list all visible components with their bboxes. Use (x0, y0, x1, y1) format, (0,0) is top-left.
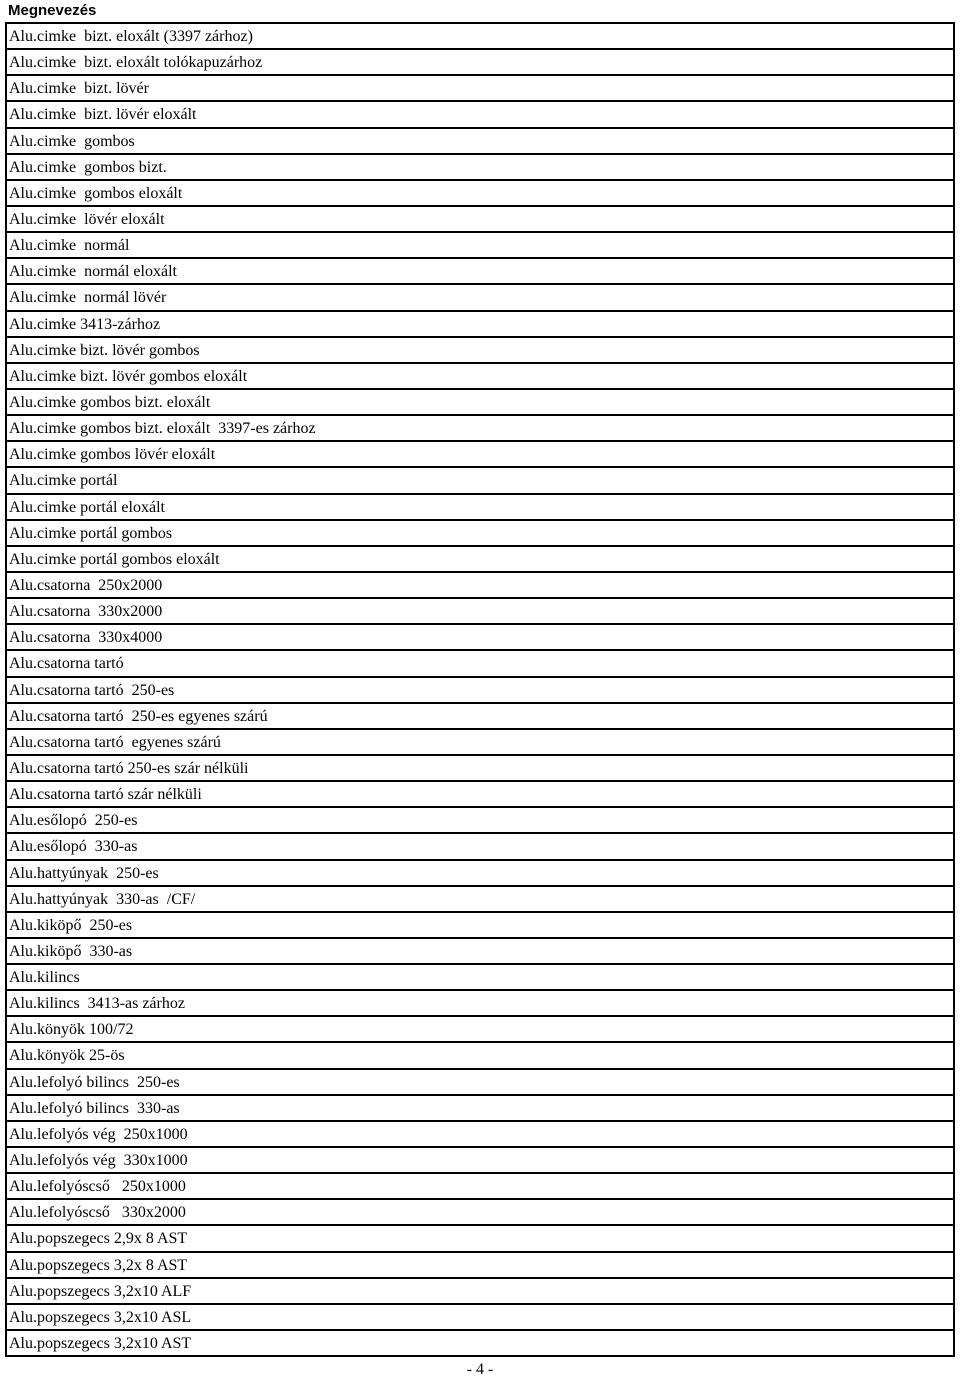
table-row: Alu.csatorna tartó 250-es szár nélküli (7, 756, 953, 782)
table-row: Alu.cimke gombos eloxált (7, 181, 953, 207)
table-row: Alu.lefolyóscső 330x2000 (7, 1200, 953, 1226)
table-row: Alu.lefolyó bilincs 250-es (7, 1070, 953, 1096)
table-row: Alu.kiköpő 250-es (7, 913, 953, 939)
table-row: Alu.csatorna 330x2000 (7, 599, 953, 625)
table-row: Alu.popszegecs 3,2x10 ALF (7, 1279, 953, 1305)
table-row: Alu.cimke portál (7, 468, 953, 494)
table-row: Alu.hattyúnyak 250-es (7, 861, 953, 887)
table-row: Alu.cimke normál lövér (7, 285, 953, 311)
table-row: Alu.esőlopó 250-es (7, 808, 953, 834)
table-row: Alu.cimke gombos bizt. eloxált (7, 390, 953, 416)
table-row: Alu.cimke gombos lövér eloxált (7, 442, 953, 468)
table-row: Alu.cimke gombos bizt. (7, 155, 953, 181)
table-row: Alu.cimke 3413-zárhoz (7, 312, 953, 338)
table-row: Alu.csatorna tartó szár nélküli (7, 782, 953, 808)
table-row: Alu.csatorna tartó egyenes szárú (7, 730, 953, 756)
table-row: Alu.cimke normál eloxált (7, 259, 953, 285)
table-row: Alu.lefolyóscső 250x1000 (7, 1174, 953, 1200)
table-row: Alu.cimke lövér eloxált (7, 207, 953, 233)
table-row: Alu.csatorna tartó (7, 651, 953, 677)
table-row: Alu.cimke gombos bizt. eloxált 3397-es zárhoz (7, 416, 953, 442)
table-row: Alu.cimke bizt. eloxált (3397 zárhoz) (7, 24, 953, 50)
table-row: Alu.cimke normál (7, 233, 953, 259)
table-row: Alu.hattyúnyak 330-as /CF/ (7, 887, 953, 913)
table-row: Alu.cimke portál gombos (7, 521, 953, 547)
table-row: Alu.csatorna 330x4000 (7, 625, 953, 651)
table-row: Alu.popszegecs 3,2x 8 AST (7, 1253, 953, 1279)
column-header: Megnevezés (8, 2, 97, 19)
table-row: Alu.cimke portál gombos eloxált (7, 547, 953, 573)
table-row: Alu.cimke bizt. lövér gombos eloxált (7, 364, 953, 390)
table-row: Alu.cimke bizt. eloxált tolókapuzárhoz (7, 50, 953, 76)
table-row: Alu.csatorna 250x2000 (7, 573, 953, 599)
item-table (5, 22, 955, 1357)
table-row: Alu.kilincs 3413-as zárhoz (7, 991, 953, 1017)
table-row: Alu.lefolyó bilincs 330-as (7, 1096, 953, 1122)
page-number: - 4 - (466, 1361, 494, 1378)
table-row: Alu.popszegecs 2,9x 8 AST (7, 1226, 953, 1252)
table-row: Alu.cimke bizt. lövér eloxált (7, 102, 953, 128)
table-row: Alu.könyök 100/72 (7, 1017, 953, 1043)
table-row: Alu.cimke gombos (7, 129, 953, 155)
table-row: Alu.kiköpő 330-as (7, 939, 953, 965)
table-row: Alu.lefolyós vég 330x1000 (7, 1148, 953, 1174)
table-row: Alu.cimke bizt. lövér gombos (7, 338, 953, 364)
table-row: Alu.cimke portál eloxált (7, 495, 953, 521)
table-row: Alu.cimke bizt. lövér (7, 76, 953, 102)
table-row: Alu.csatorna tartó 250-es (7, 678, 953, 704)
table-row: Alu.kilincs (7, 965, 953, 991)
table-row: Alu.lefolyós vég 250x1000 (7, 1122, 953, 1148)
table-row: Alu.popszegecs 3,2x10 ASL (7, 1305, 953, 1331)
table-row: Alu.könyök 25-ös (7, 1043, 953, 1069)
table-row: Alu.esőlopó 330-as (7, 834, 953, 860)
table-row: Alu.csatorna tartó 250-es egyenes szárú (7, 704, 953, 730)
table-row: Alu.popszegecs 3,2x10 AST (7, 1331, 953, 1357)
